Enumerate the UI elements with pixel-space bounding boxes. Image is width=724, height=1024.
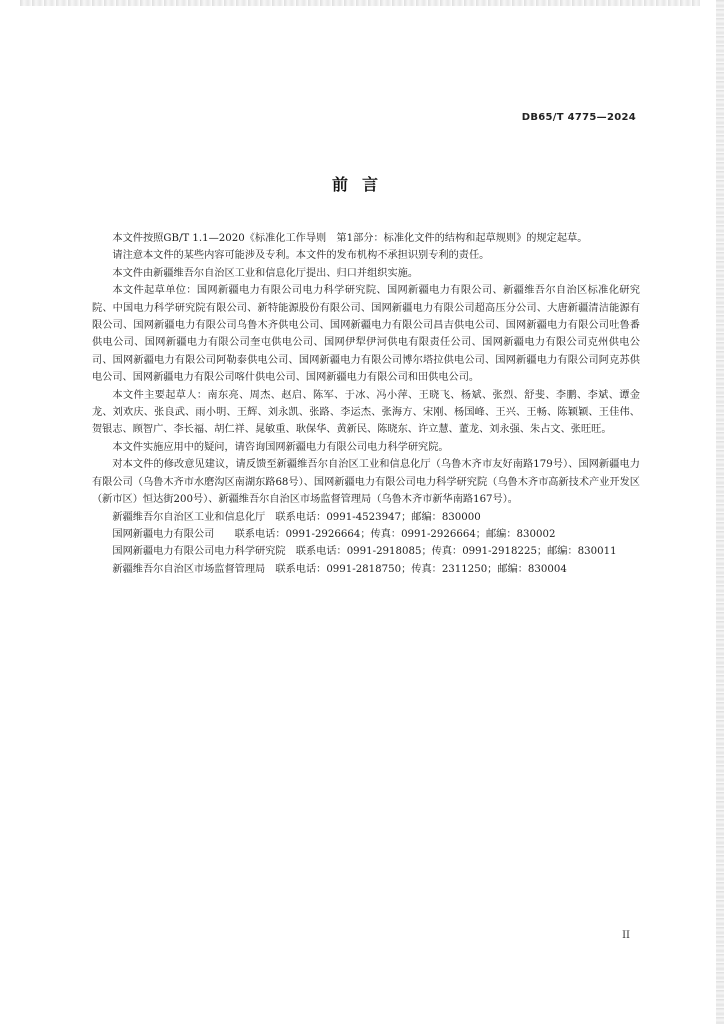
- paragraph-inquiries: 本文件实施应用中的疑问，请咨询国网新疆电力有限公司电力科学研究院。: [112, 441, 449, 453]
- paragraph-proposer: 本文件由新疆维吾尔自治区工业和信息化厅提出、归口并组织实施。: [112, 267, 419, 279]
- paragraph-drafting-rules: 本文件按照GB/T 1.1—2020《标准化工作导则 第1部分：标准化文件的结构和起草规则》的规定起草。: [112, 233, 588, 244]
- page-title: 前言: [331, 175, 392, 194]
- foreword-body: [92, 230, 640, 578]
- contact-line: 新疆维吾尔自治区市场监督管理局 联系电话：0991-2818750；传真：2311250；邮编：830004: [112, 563, 567, 575]
- paragraph-feedback: 对本文件的修改意见建议，请反馈至新疆维吾尔自治区工业和信息化厅（乌鲁木齐市友好南路179号）、国网新疆电力有限公司（乌鲁木齐市水磨沟区南湖东路68号）、国网新疆电力有限公司电力科学研究院（乌鲁木齐市高新技术产业开发区（新市区）恒达街200号）、新疆维吾尔自治区市场监督管理局（乌鲁木齐市新华南路167号）。: [92, 459, 640, 506]
- scan-edge-top: [20, 0, 700, 6]
- contact-line: 国网新疆电力有限公司电力科学研究院 联系电话：0991-2918085；传真：0991-2918225；邮编：830011: [112, 546, 617, 558]
- paragraph-drafting-units: 本文件起草单位：国网新疆电力有限公司电力科学研究院、国网新疆电力有限公司、新疆维吾尔自治区标准化研究院、中国电力科学研究院有限公司、新特能源股份有限公司、国网新疆电力有限公司超高压分公司、大唐新疆清洁能源有限公司、国网新疆电力有限公司乌鲁木齐供电公司、国网新疆电力有限公司昌吉供电公司、国网新疆电力有限公司吐鲁番供电公司、国网新疆电力有限公司奎屯供电公司、国网伊犁伊河供电有限责任公司、国网新疆电力有限公司克州供电公司、国网新疆电力有限公司阿勒泰供电公司、国网新疆电力有限公司博尔塔拉供电公司、国网新疆电力有限公司阿克苏供电公司、国网新疆电力有限公司喀什供电公司、国网新疆电力有限公司和田供电公司。: [92, 285, 640, 384]
- paragraph-patent-notice: 请注意本文件的某些内容可能涉及专利。本文件的发布机构不承担识别专利的责任。: [112, 250, 490, 262]
- page-number: II: [622, 930, 630, 941]
- contact-list: [92, 509, 640, 579]
- contact-line: 国网新疆电力有限公司 联系电话：0991-2926664；传真：0991-2926664；邮编：830002: [112, 528, 556, 540]
- paragraph-drafters: 本文件主要起草人：南东亮、周杰、赵启、陈军、于冰、冯小萍、王晓飞、杨斌、张烈、舒斐、李鹏、李斌、谭金龙、刘欢庆、张良武、雨小明、王辉、刘永凯、张路、李运杰、张海方、宋刚、杨国峰、王兴、王畅、陈颖颖、王佳伟、贺银志、顾智广、李长福、胡仁祥、晁敏重、耿保华、黄新民、陈晓东、许立慧、董龙、刘永强、朱占文、张旺旺。: [92, 389, 640, 436]
- scan-edge-right: [716, 0, 724, 1024]
- contact-line: 新疆维吾尔自治区工业和信息化厅 联系电话：0991-4523947；邮编：830000: [112, 511, 481, 523]
- document-id: DB65/T 4775—2024: [521, 112, 636, 123]
